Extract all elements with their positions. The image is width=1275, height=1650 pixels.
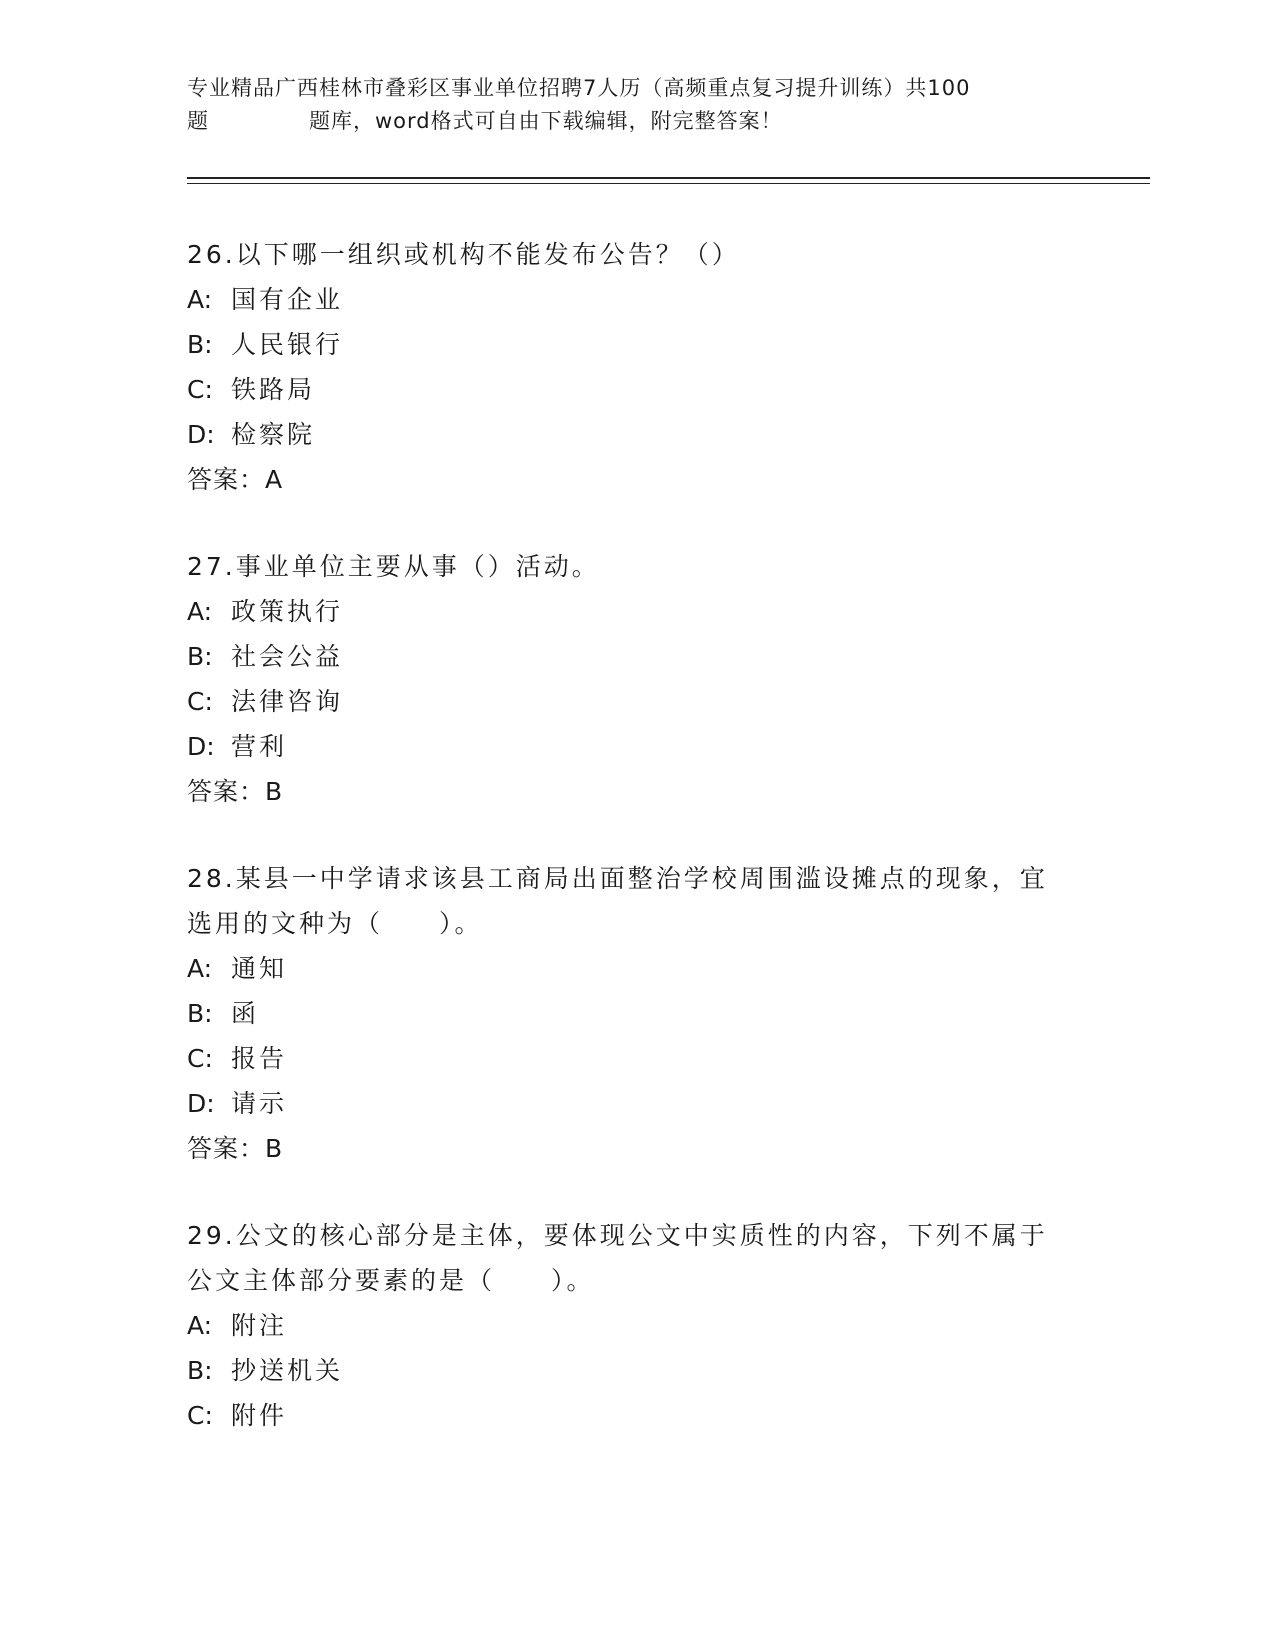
option-d [187, 724, 1087, 769]
option-key: C: [187, 1401, 213, 1430]
option-key: C: [187, 687, 213, 716]
option-key: B: [187, 642, 213, 671]
option-c [187, 367, 1087, 412]
option-key: B: [187, 1356, 213, 1385]
option-text: 人民银行 [231, 330, 344, 359]
option-key: A: [187, 597, 213, 626]
option-text: 抄送机关 [231, 1356, 344, 1385]
answer-line: 答案：B [187, 1134, 284, 1163]
question-text: 26.以下哪一组织或机构不能发布公告？（） [187, 240, 740, 269]
option-b [187, 991, 1087, 1036]
option-text: 国有企业 [231, 285, 344, 314]
option-text: 法律咨询 [231, 687, 344, 716]
option-key: B: [187, 999, 213, 1028]
option-key: A: [187, 954, 213, 983]
option-a [187, 277, 1087, 322]
header-divider [187, 177, 1150, 179]
question-text-cont: 选用的文种为（ ）。 [187, 909, 483, 938]
option-c [187, 1036, 1087, 1081]
option-key: D: [187, 420, 215, 449]
option-key: B: [187, 330, 213, 359]
option-c [187, 679, 1087, 724]
page-header [187, 72, 1087, 138]
option-a [187, 946, 1087, 991]
question-text-cont: 公文主体部分要素的是（ ）。 [187, 1266, 595, 1295]
option-a [187, 589, 1087, 634]
option-text: 社会公益 [231, 642, 344, 671]
header-title-line2-left: 题 [187, 109, 209, 133]
option-key: A: [187, 1311, 213, 1340]
header-divider-thin [187, 183, 1150, 184]
option-b [187, 322, 1087, 367]
option-text: 附注 [231, 1311, 288, 1340]
option-key: A: [187, 285, 213, 314]
option-text: 请示 [231, 1089, 288, 1118]
option-b [187, 1348, 1087, 1393]
header-title-line2-right: 题库，word格式可自由下载编辑，附完整答案！ [309, 109, 783, 133]
option-d [187, 412, 1087, 457]
option-d [187, 1081, 1087, 1126]
option-key: C: [187, 375, 213, 404]
option-c [187, 1393, 1087, 1438]
option-b [187, 634, 1087, 679]
option-text: 政策执行 [231, 597, 344, 626]
option-key: D: [187, 732, 215, 761]
option-text: 附件 [231, 1401, 288, 1430]
option-text: 函 [231, 999, 260, 1028]
answer-line: 答案：B [187, 777, 284, 806]
option-a [187, 1303, 1087, 1348]
option-text: 报告 [231, 1044, 288, 1073]
answer-line: 答案：A [187, 465, 284, 494]
option-key: D: [187, 1089, 215, 1118]
question-text: 28.某县一中学请求该县工商局出面整治学校周围滥设摊点的现象，宜 [187, 864, 1048, 893]
question-27 [187, 544, 1087, 814]
question-28 [187, 856, 1087, 1171]
option-text: 检察院 [231, 420, 316, 449]
option-text: 铁路局 [231, 375, 316, 404]
question-text: 29.公文的核心部分是主体，要体现公文中实质性的内容，下列不属于 [187, 1221, 1048, 1250]
option-text: 通知 [231, 954, 288, 983]
question-29 [187, 1213, 1087, 1438]
option-key: C: [187, 1044, 213, 1073]
header-title-line2 [187, 105, 1087, 138]
question-text: 27.事业单位主要从事（）活动。 [187, 552, 600, 581]
header-title-line1: 专业精品广西桂林市叠彩区事业单位招聘7人历（高频重点复习提升训练）共100 [187, 76, 971, 100]
option-text: 营利 [231, 732, 288, 761]
question-26 [187, 232, 1087, 502]
question-list [187, 232, 1087, 1480]
